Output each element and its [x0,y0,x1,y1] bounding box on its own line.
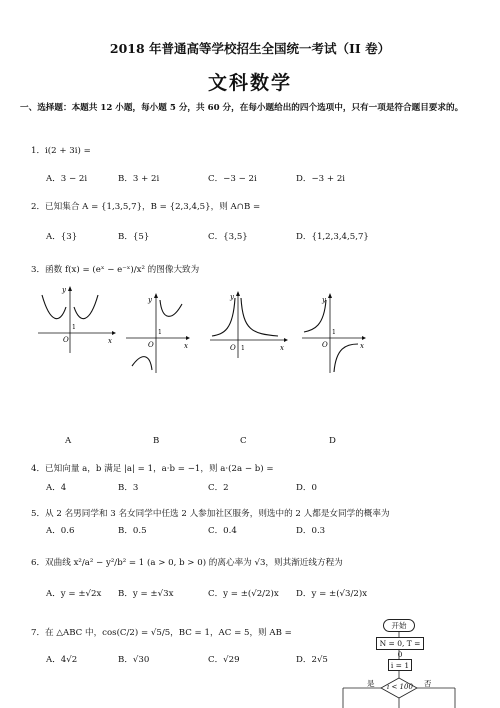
question-5-stem: 5．从 2 名男同学和 3 名女同学中任选 2 人参加社区服务，则选中的 2 人都是女同学的概率为 [31,509,390,519]
q4-option-c: C．2 [208,483,229,493]
exam-subtitle: 文科数学 [207,72,292,94]
graph-d-y-label: y [322,296,326,304]
question-6-stem: 6．双曲线 x²/a² − y²/b² = 1 (a > 0, b > 0) 的离心率为 √3，则其渐近线方程为 [31,558,343,568]
graph-b-x-label: x [184,342,188,350]
q2-option-a: A．{3} [46,232,78,242]
graph-b-one: 1 [158,329,162,336]
exam-title: 2018 年普通高等学校招生全国统一考试（II 卷） [109,41,391,56]
graph-a-origin: O [63,336,69,344]
q4-option-d: D．0 [296,483,317,493]
q6-option-b: B．y = ±√3x [118,589,174,599]
graph-d-label: D [329,436,336,446]
question-3-stem: 3．函数 f(x) = (eˣ − e⁻ˣ)/x² 的图像大致为 [31,265,200,275]
q5-option-a: A．0.6 [46,526,75,536]
q1-option-c: C．−3 − 2i [208,174,257,184]
q7-option-a: A．4√2 [46,655,78,665]
graph-a-y-label: y [62,286,66,294]
graph-d-one: 1 [332,329,336,336]
graph-c-one: 1 [241,345,245,352]
q2-option-c: C．{3,5} [208,232,248,242]
q6-option-d: D．y = ±(√3/2)x [296,589,368,599]
graph-c-label: C [240,436,247,446]
question-2-stem: 2．已知集合 A = {1,3,5,7}，B = {2,3,4,5}，则 A∩B = [31,202,261,212]
graph-c [208,290,288,360]
q1-option-a: A．3 − 2i [46,174,88,184]
graph-b-origin: O [148,341,154,349]
q7-option-c: C．√29 [208,655,240,665]
graph-c-origin: O [230,344,236,352]
question-7-stem: 7．在 △ABC 中，cos(C/2) = √5/5，BC = 1，AC = 5，则 AB = [31,628,292,638]
graph-a [36,285,116,355]
graph-d [300,290,370,375]
q2-option-b: B．{5} [118,232,150,242]
flowchart-condition: i < 100 [387,683,413,691]
graph-b-label: B [153,436,160,446]
flowchart-assign: i = 1 [388,659,412,671]
q1-option-b: B．3 + 2i [118,174,160,184]
q7-option-d: D．2√5 [296,655,328,665]
flowchart-no: 否 [424,679,432,688]
q4-option-b: B．3 [118,483,139,493]
q4-option-a: A．4 [46,483,67,493]
graph-b-y-label: y [148,296,152,304]
flowchart-start: 开始 [383,619,415,632]
section-heading: 一、选择题：本题共 12 小题，每小题 5 分，共 60 分，在每小题给出的四个选项中，只有一项是符合题目要求的。 [20,103,464,113]
graph-d-origin: O [322,341,328,349]
flowchart-yes: 是 [367,679,375,688]
question-4-stem: 4．已知向量 a，b 满足 |a| = 1，a·b = −1，则 a·(2a − b) = [31,464,274,474]
q7-option-b: B．√30 [118,655,150,665]
graph-a-one: 1 [72,324,76,331]
q5-option-c: C．0.4 [208,526,237,536]
graph-c-y-label: y [230,293,234,301]
flowchart-init: N = 0, T = 0 [376,637,424,650]
graph-a-x-label: x [108,337,112,345]
q6-option-c: C．y = ±(√2/2)x [208,589,279,599]
graph-d-x-label: x [360,342,364,350]
q1-option-d: D．−3 + 2i [296,174,346,184]
q2-option-d: D．{1,2,3,4,5,7} [296,232,369,242]
question-1-stem: 1．i(2 + 3i) = [31,146,91,156]
q5-option-b: B．0.5 [118,526,147,536]
graph-a-label: A [65,436,72,446]
q5-option-d: D．0.3 [296,526,326,536]
graph-b [124,290,194,375]
q6-option-a: A．y = ±√2x [46,589,102,599]
graph-c-x-label: x [280,344,284,352]
